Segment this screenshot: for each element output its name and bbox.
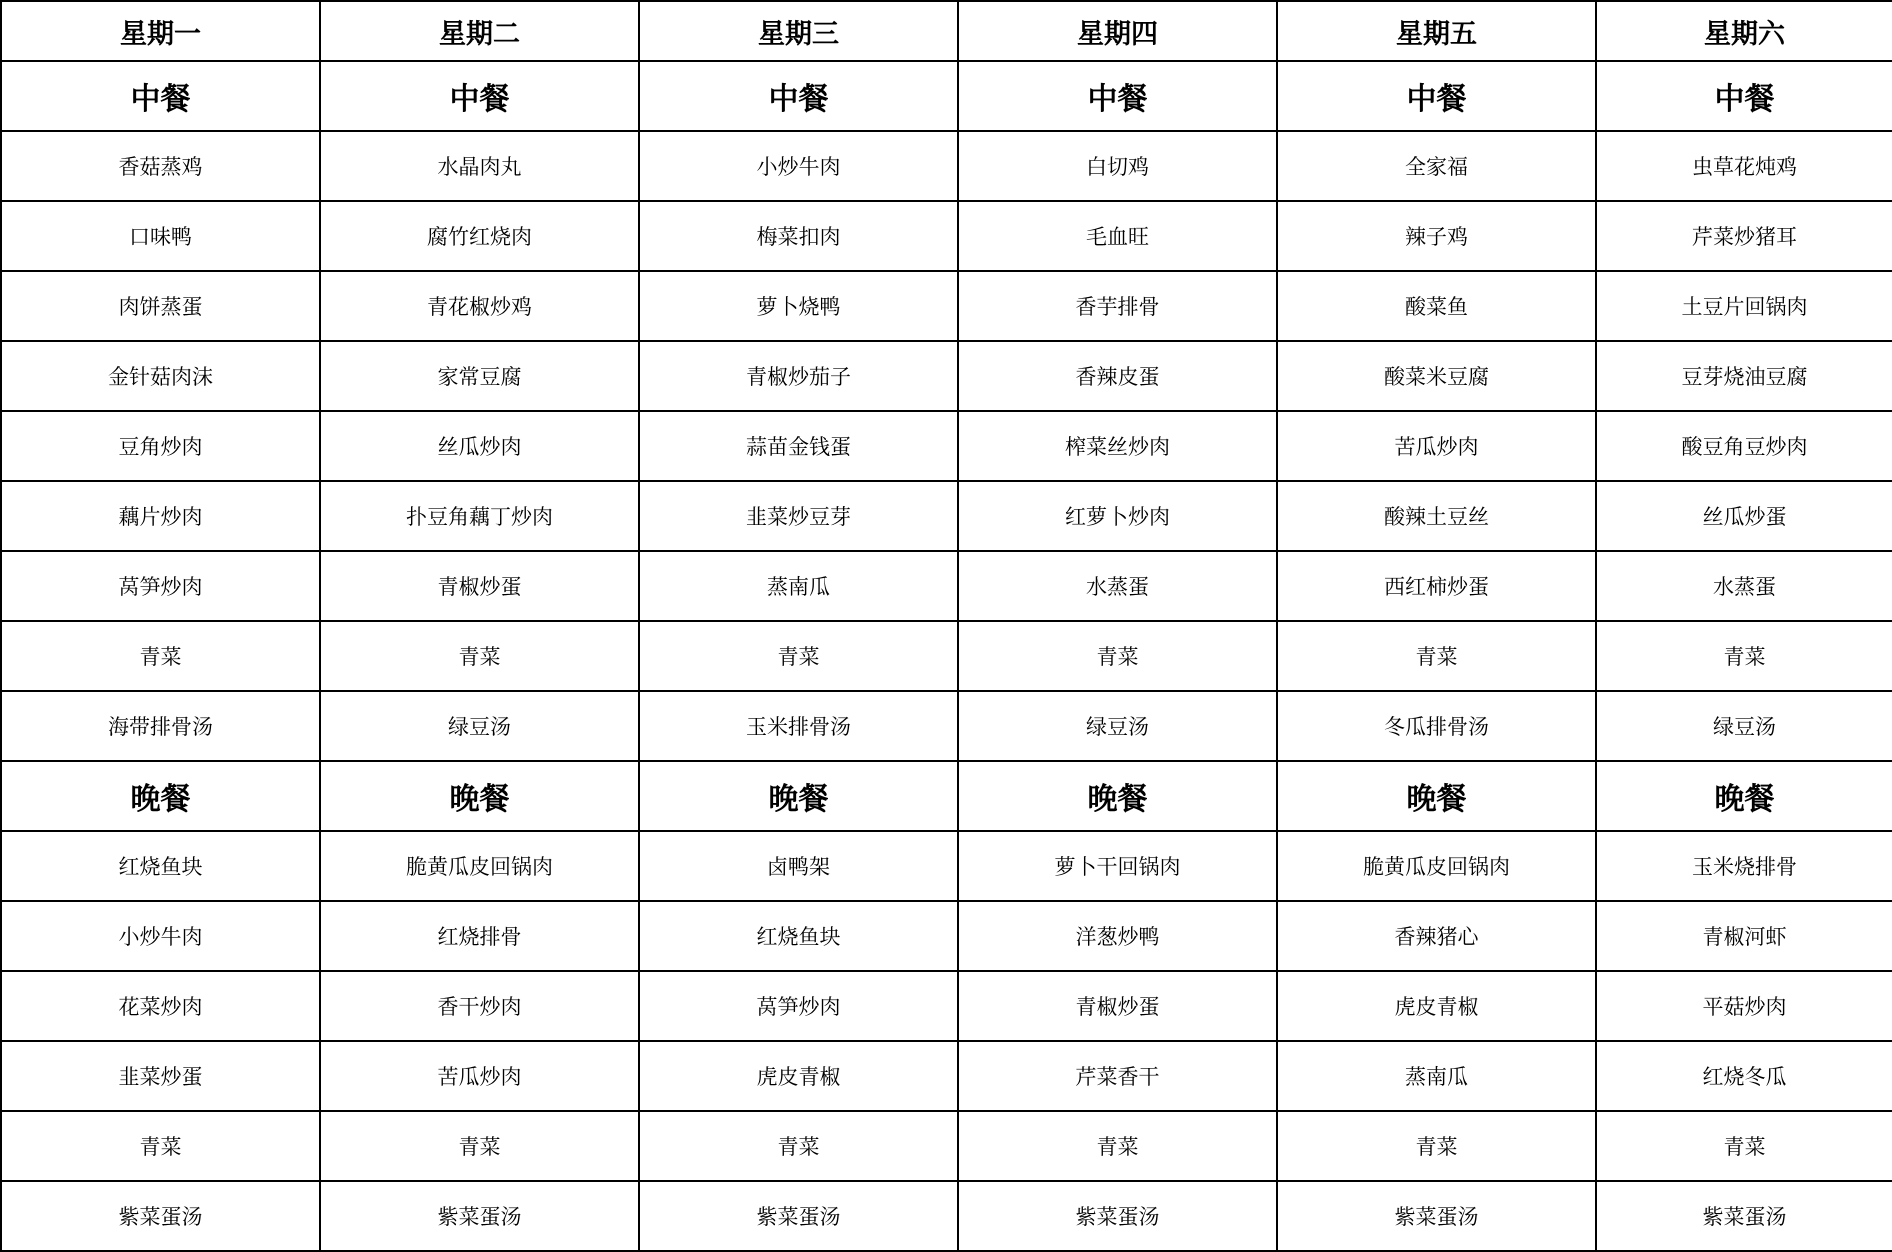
dinner-dish-cell: 红烧鱼块 [639, 901, 958, 971]
lunch-dish-cell: 青花椒炒鸡 [320, 271, 639, 341]
dinner-dish-cell: 花菜炒肉 [1, 971, 320, 1041]
lunch-dish-cell: 金针菇肉沫 [1, 341, 320, 411]
lunch-dish-cell: 青菜 [639, 621, 958, 691]
lunch-dish-cell: 青菜 [1596, 621, 1892, 691]
dinner-header-cell: 晚餐 [639, 761, 958, 831]
table-row [1, 831, 1892, 901]
lunch-dish-cell: 红萝卜炒肉 [958, 481, 1277, 551]
lunch-dish-cell: 青菜 [1277, 621, 1596, 691]
dinner-dish-cell: 青菜 [1, 1111, 320, 1181]
dinner-dish-cell: 脆黄瓜皮回锅肉 [320, 831, 639, 901]
dinner-header-cell: 晚餐 [320, 761, 639, 831]
dinner-dish-cell: 小炒牛肉 [1, 901, 320, 971]
lunch-dish-cell: 冬瓜排骨汤 [1277, 691, 1596, 761]
lunch-dish-cell: 肉饼蒸蛋 [1, 271, 320, 341]
lunch-dish-cell: 辣子鸡 [1277, 201, 1596, 271]
dinner-dish-cell: 青菜 [1596, 1111, 1892, 1181]
lunch-header-cell: 中餐 [958, 61, 1277, 131]
lunch-dish-cell: 丝瓜炒肉 [320, 411, 639, 481]
lunch-dish-cell: 苦瓜炒肉 [1277, 411, 1596, 481]
lunch-dish-cell: 青椒炒蛋 [320, 551, 639, 621]
lunch-dish-cell: 酸菜鱼 [1277, 271, 1596, 341]
lunch-header-cell: 中餐 [1596, 61, 1892, 131]
lunch-dish-cell: 青菜 [1, 621, 320, 691]
lunch-dish-cell: 腐竹红烧肉 [320, 201, 639, 271]
table-row [1, 761, 1892, 831]
table-row [1, 341, 1892, 411]
table-row [1, 1041, 1892, 1111]
lunch-dish-cell: 香辣皮蛋 [958, 341, 1277, 411]
lunch-header-cell: 中餐 [1277, 61, 1596, 131]
lunch-header-cell: 中餐 [639, 61, 958, 131]
lunch-dish-cell: 水蒸蛋 [958, 551, 1277, 621]
dinner-dish-cell: 红烧冬瓜 [1596, 1041, 1892, 1111]
weekly-menu-body [1, 1, 1892, 1251]
table-row [1, 481, 1892, 551]
dinner-dish-cell: 卤鸭架 [639, 831, 958, 901]
lunch-dish-cell: 扑豆角藕丁炒肉 [320, 481, 639, 551]
table-row [1, 411, 1892, 481]
dinner-dish-cell: 青椒河虾 [1596, 901, 1892, 971]
dinner-dish-cell: 青菜 [320, 1111, 639, 1181]
lunch-dish-cell: 萝卜烧鸭 [639, 271, 958, 341]
lunch-dish-cell: 莴笋炒肉 [1, 551, 320, 621]
lunch-dish-cell: 水蒸蛋 [1596, 551, 1892, 621]
dinner-dish-cell: 苦瓜炒肉 [320, 1041, 639, 1111]
lunch-dish-cell: 芹菜炒猪耳 [1596, 201, 1892, 271]
lunch-dish-cell: 玉米排骨汤 [639, 691, 958, 761]
day-header-cell: 星期一 [1, 1, 320, 61]
lunch-dish-cell: 全家福 [1277, 131, 1596, 201]
table-row [1, 271, 1892, 341]
lunch-dish-cell: 豆角炒肉 [1, 411, 320, 481]
lunch-dish-cell: 蒸南瓜 [639, 551, 958, 621]
lunch-dish-cell: 韭菜炒豆芽 [639, 481, 958, 551]
table-row [1, 1, 1892, 61]
lunch-dish-cell: 酸辣土豆丝 [1277, 481, 1596, 551]
dinner-dish-cell: 紫菜蛋汤 [1, 1181, 320, 1251]
lunch-dish-cell: 藕片炒肉 [1, 481, 320, 551]
dinner-dish-cell: 平菇炒肉 [1596, 971, 1892, 1041]
dinner-dish-cell: 香辣猪心 [1277, 901, 1596, 971]
lunch-dish-cell: 绿豆汤 [1596, 691, 1892, 761]
dinner-dish-cell: 红烧鱼块 [1, 831, 320, 901]
table-row [1, 901, 1892, 971]
dinner-dish-cell: 青菜 [639, 1111, 958, 1181]
lunch-dish-cell: 西红柿炒蛋 [1277, 551, 1596, 621]
lunch-dish-cell: 土豆片回锅肉 [1596, 271, 1892, 341]
dinner-dish-cell: 脆黄瓜皮回锅肉 [1277, 831, 1596, 901]
lunch-dish-cell: 香菇蒸鸡 [1, 131, 320, 201]
lunch-dish-cell: 丝瓜炒蛋 [1596, 481, 1892, 551]
lunch-dish-cell: 酸菜米豆腐 [1277, 341, 1596, 411]
table-row [1, 201, 1892, 271]
table-row [1, 691, 1892, 761]
lunch-dish-cell: 绿豆汤 [320, 691, 639, 761]
lunch-dish-cell: 青椒炒茄子 [639, 341, 958, 411]
table-row [1, 1181, 1892, 1251]
day-header-cell: 星期二 [320, 1, 639, 61]
dinner-dish-cell: 芹菜香干 [958, 1041, 1277, 1111]
dinner-dish-cell: 韭菜炒蛋 [1, 1041, 320, 1111]
dinner-dish-cell: 虎皮青椒 [1277, 971, 1596, 1041]
lunch-dish-cell: 毛血旺 [958, 201, 1277, 271]
dinner-header-cell: 晚餐 [1, 761, 320, 831]
dinner-dish-cell: 青菜 [958, 1111, 1277, 1181]
day-header-cell: 星期四 [958, 1, 1277, 61]
lunch-dish-cell: 蒜苗金钱蛋 [639, 411, 958, 481]
dinner-dish-cell: 紫菜蛋汤 [320, 1181, 639, 1251]
dinner-header-cell: 晚餐 [1277, 761, 1596, 831]
dinner-dish-cell: 香干炒肉 [320, 971, 639, 1041]
lunch-dish-cell: 豆芽烧油豆腐 [1596, 341, 1892, 411]
lunch-dish-cell: 青菜 [958, 621, 1277, 691]
dinner-dish-cell: 紫菜蛋汤 [1277, 1181, 1596, 1251]
lunch-dish-cell: 青菜 [320, 621, 639, 691]
dinner-dish-cell: 玉米烧排骨 [1596, 831, 1892, 901]
lunch-dish-cell: 梅菜扣肉 [639, 201, 958, 271]
lunch-header-cell: 中餐 [1, 61, 320, 131]
lunch-dish-cell: 香芋排骨 [958, 271, 1277, 341]
table-row [1, 1111, 1892, 1181]
lunch-dish-cell: 小炒牛肉 [639, 131, 958, 201]
dinner-dish-cell: 紫菜蛋汤 [1596, 1181, 1892, 1251]
dinner-dish-cell: 紫菜蛋汤 [958, 1181, 1277, 1251]
lunch-dish-cell: 水晶肉丸 [320, 131, 639, 201]
table-row [1, 971, 1892, 1041]
dinner-dish-cell: 紫菜蛋汤 [639, 1181, 958, 1251]
lunch-header-cell: 中餐 [320, 61, 639, 131]
lunch-dish-cell: 海带排骨汤 [1, 691, 320, 761]
table-row [1, 131, 1892, 201]
dinner-dish-cell: 红烧排骨 [320, 901, 639, 971]
dinner-header-cell: 晚餐 [1596, 761, 1892, 831]
lunch-dish-cell: 榨菜丝炒肉 [958, 411, 1277, 481]
dinner-dish-cell: 萝卜干回锅肉 [958, 831, 1277, 901]
dinner-dish-cell: 洋葱炒鸭 [958, 901, 1277, 971]
lunch-dish-cell: 白切鸡 [958, 131, 1277, 201]
lunch-dish-cell: 口味鸭 [1, 201, 320, 271]
day-header-cell: 星期五 [1277, 1, 1596, 61]
day-header-cell: 星期三 [639, 1, 958, 61]
dinner-dish-cell: 青椒炒蛋 [958, 971, 1277, 1041]
lunch-dish-cell: 虫草花炖鸡 [1596, 131, 1892, 201]
dinner-dish-cell: 虎皮青椒 [639, 1041, 958, 1111]
dinner-header-cell: 晚餐 [958, 761, 1277, 831]
lunch-dish-cell: 绿豆汤 [958, 691, 1277, 761]
table-row [1, 621, 1892, 691]
dinner-dish-cell: 莴笋炒肉 [639, 971, 958, 1041]
dinner-dish-cell: 青菜 [1277, 1111, 1596, 1181]
table-row [1, 61, 1892, 131]
lunch-dish-cell: 家常豆腐 [320, 341, 639, 411]
day-header-cell: 星期六 [1596, 1, 1892, 61]
lunch-dish-cell: 酸豆角豆炒肉 [1596, 411, 1892, 481]
table-row [1, 551, 1892, 621]
dinner-dish-cell: 蒸南瓜 [1277, 1041, 1596, 1111]
